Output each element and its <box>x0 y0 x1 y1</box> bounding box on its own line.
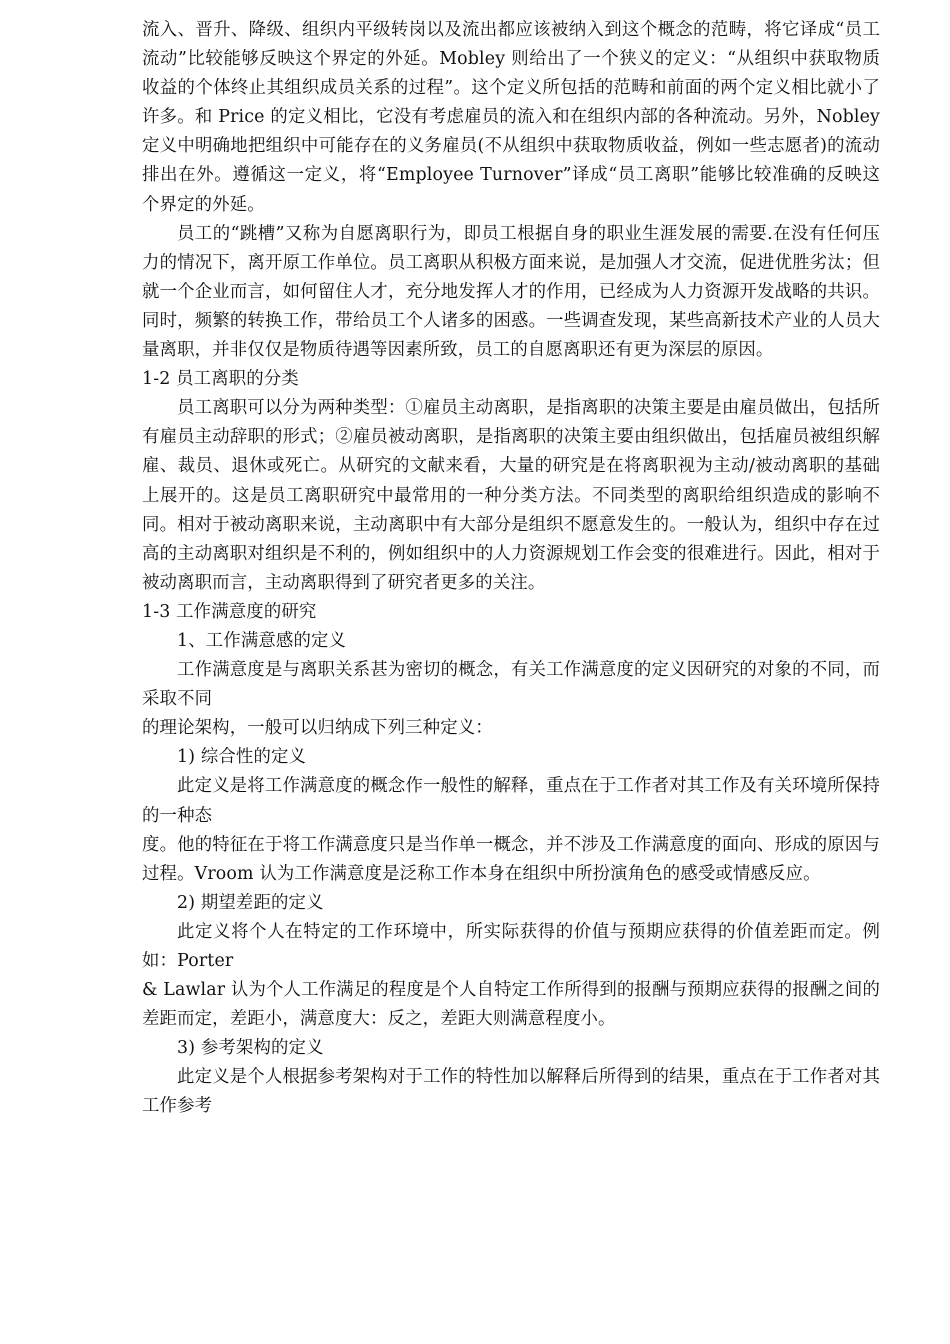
paragraph-comprehensive-definition-continued: 度。他的特征在于将工作满意度只是当作单一概念，并不涉及工作满意度的面向、形成的原因与过程。Vroom 认为工作满意度是泛称工作本身在组织中所扮演角色的感受或情感反应。 <box>142 834 880 884</box>
paragraph-satisfaction-intro-continued: 的理论架构，一般可以归纳成下列三种定义： <box>142 718 493 739</box>
paragraph-comprehensive-definition: 此定义是将工作满意度的概念作一般性的解释，重点在于工作者对其工作及有关环境所保持的一种态 <box>142 776 880 826</box>
section-heading-job-satisfaction: 1-3 工作满意度的研究 <box>142 601 317 622</box>
section-heading-turnover-types: 1-2 员工离职的分类 <box>142 369 299 390</box>
subheading-comprehensive-definition: 1) 综合性的定义 <box>177 747 307 768</box>
subheading-reference-frame-definition: 3) 参考架构的定义 <box>177 1038 324 1059</box>
paragraph-expectation-gap-continued: & Lawlar 认为个人工作满足的程度是个人自特定工作所得到的报酬与预期应获得的报酬之间的差距而定，差距小，满意度大：反之，差距大则满意程度小。 <box>142 980 880 1030</box>
document-body <box>142 16 880 1122</box>
subheading-satisfaction-definition: 1、工作满意感的定义 <box>177 630 347 651</box>
paragraph-job-hopping: 员工的“跳槽”又称为自愿离职行为，即员工根据自身的职业生涯发展的需要.在没有任何压力的情况下，离开原工作单位。员工离职从积极方面来说，是加强人才交流，促进优胜劣汰；但就一个企业而言，如何留住人才，充分地发挥人才的作用，已经成为人力资源开发战略的共识。同时，频繁的转换工作，带给员工个人诸多的困惑。一些调查发现，某些高新技术产业的人员大量离职，并非仅仅是物质待遇等因素所致，员工的自愿离职还有更为深层的原因。 <box>142 223 880 361</box>
subheading-expectation-gap-definition: 2) 期望差距的定义 <box>177 892 324 913</box>
paragraph-turnover-types: 员工离职可以分为两种类型：①雇员主动离职，是指离职的决策主要是由雇员做出，包括所有雇员主动辞职的形式；②雇员被动离职，是指离职的决策主要由组织做出，包括雇员被组织解雇、裁员、退休或死亡。从研究的文献来看，大量的研究是在将离职视为主动/被动离职的基础上展开的。这是员工离职研究中最常用的一种分类方法。不同类型的离职给组织造成的影响不同。相对于被动离职来说，主动离职中有大部分是组织不愿意发生的。一般认为，组织中存在过高的主动离职对组织是不利的，例如组织中的人力资源规划工作会变的很难进行。因此，相对于被动离职而言，主动离职得到了研究者更多的关注。 <box>142 398 880 593</box>
paragraph-reference-frame-definition: 此定义是个人根据参考架构对于工作的特性加以解释后所得到的结果，重点在于工作者对其工作参考 <box>142 1067 880 1117</box>
paragraph-turnover-definition: 流入、晋升、降级、组织内平级转岗以及流出都应该被纳入到这个概念的范畴，将它译成“员工流动”比较能够反映这个界定的外延。Mobley 则给出了一个狭义的定义：“从组织中获取物质收益的个体终止其组织成员关系的过程”。这个定义所包括的范畴和前面的两个定义相比就小了许多。和 Price 的定义相比，它没有考虑雇员的流入和在组织内部的各种流动。另外，Nobley 定义中明确地把组织中可能存在的义务雇员(不从组织中获取物质收益，例如一些志愿者)的流动排出在外。遵循这一定义，将“Employee Turnover”译成“员工离职”能够比较准确的反映这个界定的外延。 <box>142 20 880 215</box>
paragraph-satisfaction-intro: 工作满意度是与离职关系甚为密切的概念，有关工作满意度的定义因研究的对象的不同，而采取不同 <box>142 660 880 710</box>
paragraph-expectation-gap-definition: 此定义将个人在特定的工作环境中，所实际获得的价值与预期应获得的价值差距而定。例如：Porter <box>142 921 880 971</box>
